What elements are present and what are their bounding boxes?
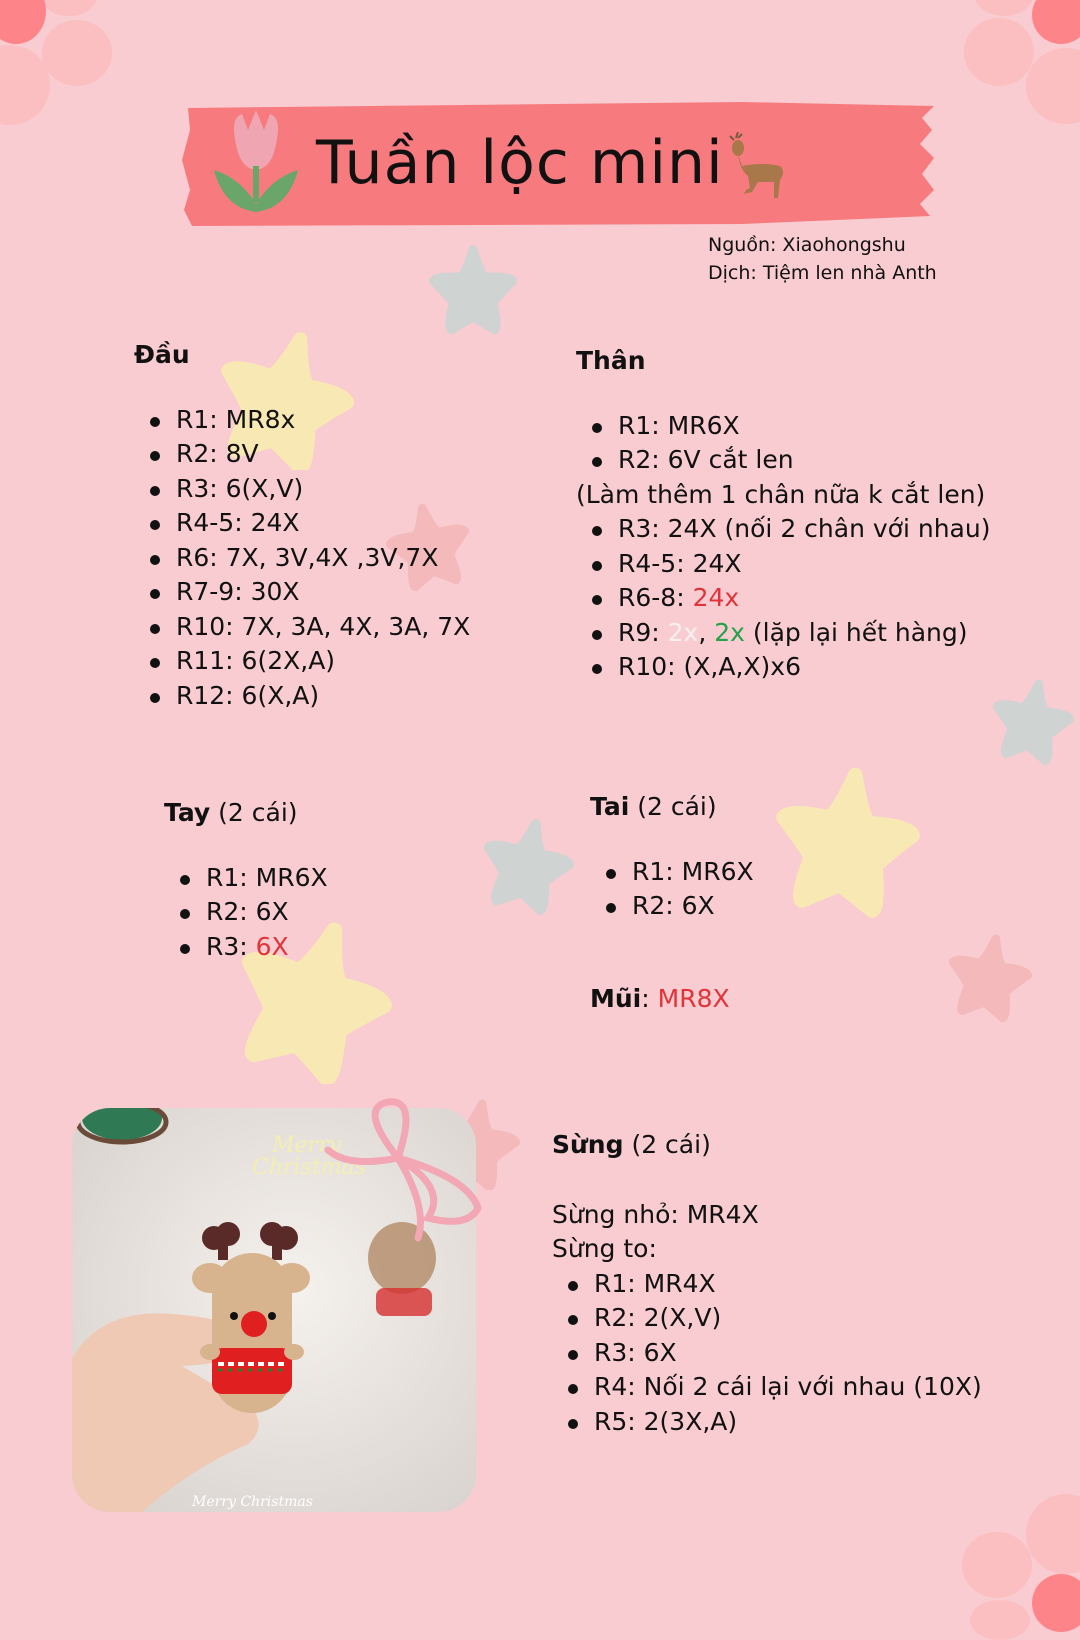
highlight-white: 2x xyxy=(667,617,699,647)
list-item xyxy=(590,581,990,616)
section-head xyxy=(134,338,470,713)
separator: , xyxy=(698,617,715,647)
section-head-title: Đầu xyxy=(134,340,190,369)
star-yellow-decoration xyxy=(772,762,920,920)
source-credit: Nguồn: Xiaohongshu xyxy=(708,234,906,256)
small-antler: Sừng nhỏ: MR4X xyxy=(552,1199,759,1229)
svg-text:Merry Christmas: Merry Christmas xyxy=(192,1494,313,1510)
section-nose-title: Mũi xyxy=(590,984,642,1013)
deer-emoji xyxy=(722,132,790,202)
list-item: R10: (X,A,X)x6 xyxy=(590,650,990,685)
list-item: R3: 6(X,V) xyxy=(148,472,470,507)
antler-rows xyxy=(566,1267,982,1440)
section-arms xyxy=(164,796,328,964)
list-item: R3: 24X (nối 2 chân với nhau) xyxy=(590,512,990,547)
star-gray-decoration xyxy=(990,672,1074,770)
body-note: (Làm thêm 1 chân nữa k cắt len) xyxy=(576,479,986,509)
list-item: R2: 6X xyxy=(178,895,328,930)
list-item: R1: MR4X xyxy=(566,1267,982,1302)
list-item: R4-5: 24X xyxy=(148,506,470,541)
list-item: R1: MR6X xyxy=(590,409,990,444)
section-nose: Mũi: MR8X xyxy=(590,984,730,1013)
crochet-reindeer-photo xyxy=(72,1108,476,1512)
section-ears xyxy=(590,790,754,924)
translator-credit: Dịch: Tiệm len nhà Anth xyxy=(708,262,937,284)
section-ears-title: Tai (2 cái) xyxy=(590,792,717,821)
list-item: R2: 2(X,V) xyxy=(566,1301,982,1336)
section-arms-title: Tay (2 cái) xyxy=(164,798,298,827)
list-item: R5: 2(3X,A) xyxy=(566,1405,982,1440)
section-antlers-title: Sừng (2 cái) xyxy=(552,1130,711,1159)
list-item: R1: MR8x xyxy=(148,403,470,438)
list-item: R1: MR6X xyxy=(178,861,328,896)
list-item: R12: 6(X,A) xyxy=(148,679,470,714)
star-pink-decoration xyxy=(946,930,1032,1024)
row-label: R6-8: xyxy=(618,583,693,612)
section-antlers xyxy=(552,1128,982,1439)
highlight-red: 24x xyxy=(692,583,740,612)
list-item xyxy=(590,616,990,651)
row-label: R3: xyxy=(206,931,256,961)
highlight-red: MR8X xyxy=(657,984,730,1013)
row-label: R9: xyxy=(618,617,668,647)
highlight-green: 2x xyxy=(714,617,745,647)
list-item xyxy=(178,930,328,965)
list-item: R11: 6(2X,A) xyxy=(148,644,470,679)
row-rest: (lặp lại hết hàng) xyxy=(744,617,968,647)
arms-rows xyxy=(178,861,328,965)
flower-decoration-top-left xyxy=(0,0,170,140)
tulip-icon xyxy=(206,108,302,220)
list-item: R1: MR6X xyxy=(604,855,754,890)
star-gray-decoration xyxy=(480,810,574,920)
head-rows xyxy=(148,403,470,714)
list-item: R4: Nối 2 cái lại với nhau (10X) xyxy=(566,1370,982,1405)
section-body-title: Thân xyxy=(576,346,646,375)
svg-text:Christmas: Christmas xyxy=(252,1155,366,1180)
highlight-red: 6X xyxy=(255,931,289,961)
photo-overlay-text: Merry xyxy=(272,1133,342,1158)
list-item: R2: 6V cắt len xyxy=(590,443,990,478)
body-rows-a xyxy=(590,409,990,478)
flower-decoration-bottom-right xyxy=(920,1470,1080,1620)
page-title: Tuần lộc mini xyxy=(316,128,724,198)
list-item: R6: 7X, 3V,4X ,3V,7X xyxy=(148,541,470,576)
list-item: R7-9: 30X xyxy=(148,575,470,610)
ears-rows xyxy=(604,855,754,924)
body-rows-b xyxy=(590,512,990,685)
list-item: R10: 7X, 3A, 4X, 3A, 7X xyxy=(148,610,470,645)
list-item: R2: 8V xyxy=(148,437,470,472)
section-body xyxy=(576,344,990,685)
list-item: R2: 6X xyxy=(604,889,754,924)
large-antler-label: Sừng to: xyxy=(552,1234,657,1263)
flower-decoration-top-right xyxy=(920,0,1080,140)
list-item: R4-5: 24X xyxy=(590,547,990,582)
star-gray-decoration xyxy=(428,244,518,336)
list-item: R3: 6X xyxy=(566,1336,982,1371)
